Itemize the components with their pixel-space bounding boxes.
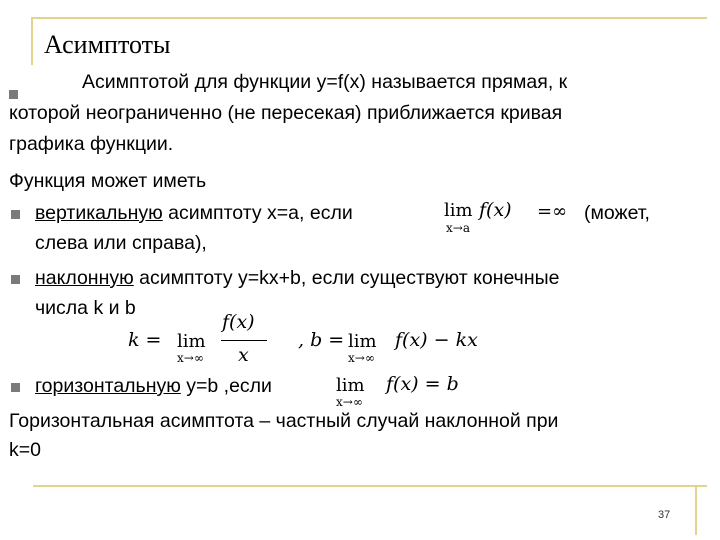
closing-line-1: Горизонтальная асимптота – частный случай наклонной при [9, 410, 559, 432]
closing-line-2: k=0 [9, 439, 41, 461]
b-lhs: , b = [298, 329, 345, 351]
horizontal-lim: lim [336, 375, 365, 396]
fraction-bar [221, 340, 267, 341]
b-lim-sub: x→∞ [348, 351, 375, 365]
k-lhs: k = [128, 329, 162, 351]
vertical-desc: асимптоту x=a, если [162, 202, 353, 224]
k-lim-sub: x→∞ [177, 351, 204, 365]
horizontal-rhs: f(x) = b [386, 373, 459, 395]
vertical-lim-sub: x→a [446, 221, 470, 235]
k-numerator: f(x) [222, 311, 255, 333]
bullet-square-icon [11, 210, 20, 219]
oblique-desc: асимптоту y=kx+b, если существуют конечные [133, 267, 560, 289]
horizontal-desc: y=b ,если [180, 375, 272, 397]
frame-right-line [695, 485, 697, 535]
bullet-square-icon [9, 90, 18, 99]
k-denominator: x [238, 344, 249, 366]
vertical-line-2: слева или справа), [35, 232, 207, 254]
vertical-tail: (может, [584, 202, 650, 224]
horizontal-asymptote-line [35, 374, 272, 398]
vertical-eq-inf: =∞ [537, 201, 568, 222]
vertical-term: вертикальную [35, 202, 163, 224]
frame-top-line [31, 17, 707, 19]
slide-title: Асимптоты [44, 30, 171, 59]
bullet-square-icon [11, 275, 20, 284]
frame-bottom-line [33, 485, 707, 487]
b-lim: lim [348, 331, 377, 352]
definition-line-3: графика функции. [9, 133, 174, 155]
horizontal-term: горизонтальную [35, 375, 181, 397]
bullet-square-icon [11, 383, 20, 392]
page-number: 37 [658, 509, 671, 521]
frame-left-line [31, 17, 33, 65]
vertical-lim: lim [444, 200, 473, 221]
vertical-fx: f(x) [479, 199, 512, 221]
k-lim: lim [177, 331, 206, 352]
oblique-asymptote-line [35, 266, 559, 290]
oblique-line-2: числа k и b [35, 297, 136, 319]
function-can-have: Функция может иметь [9, 170, 207, 192]
definition-line-2: которой неограниченно (не пересекая) приближается кривая [9, 102, 563, 124]
definition-line-1: Асимптотой для функции y=f(x) называется прямая, к [82, 71, 568, 93]
vertical-asymptote-line [35, 201, 353, 225]
horizontal-lim-sub: x→∞ [336, 395, 363, 409]
b-rhs: f(x) − kx [395, 329, 478, 351]
oblique-term: наклонную [35, 267, 134, 289]
